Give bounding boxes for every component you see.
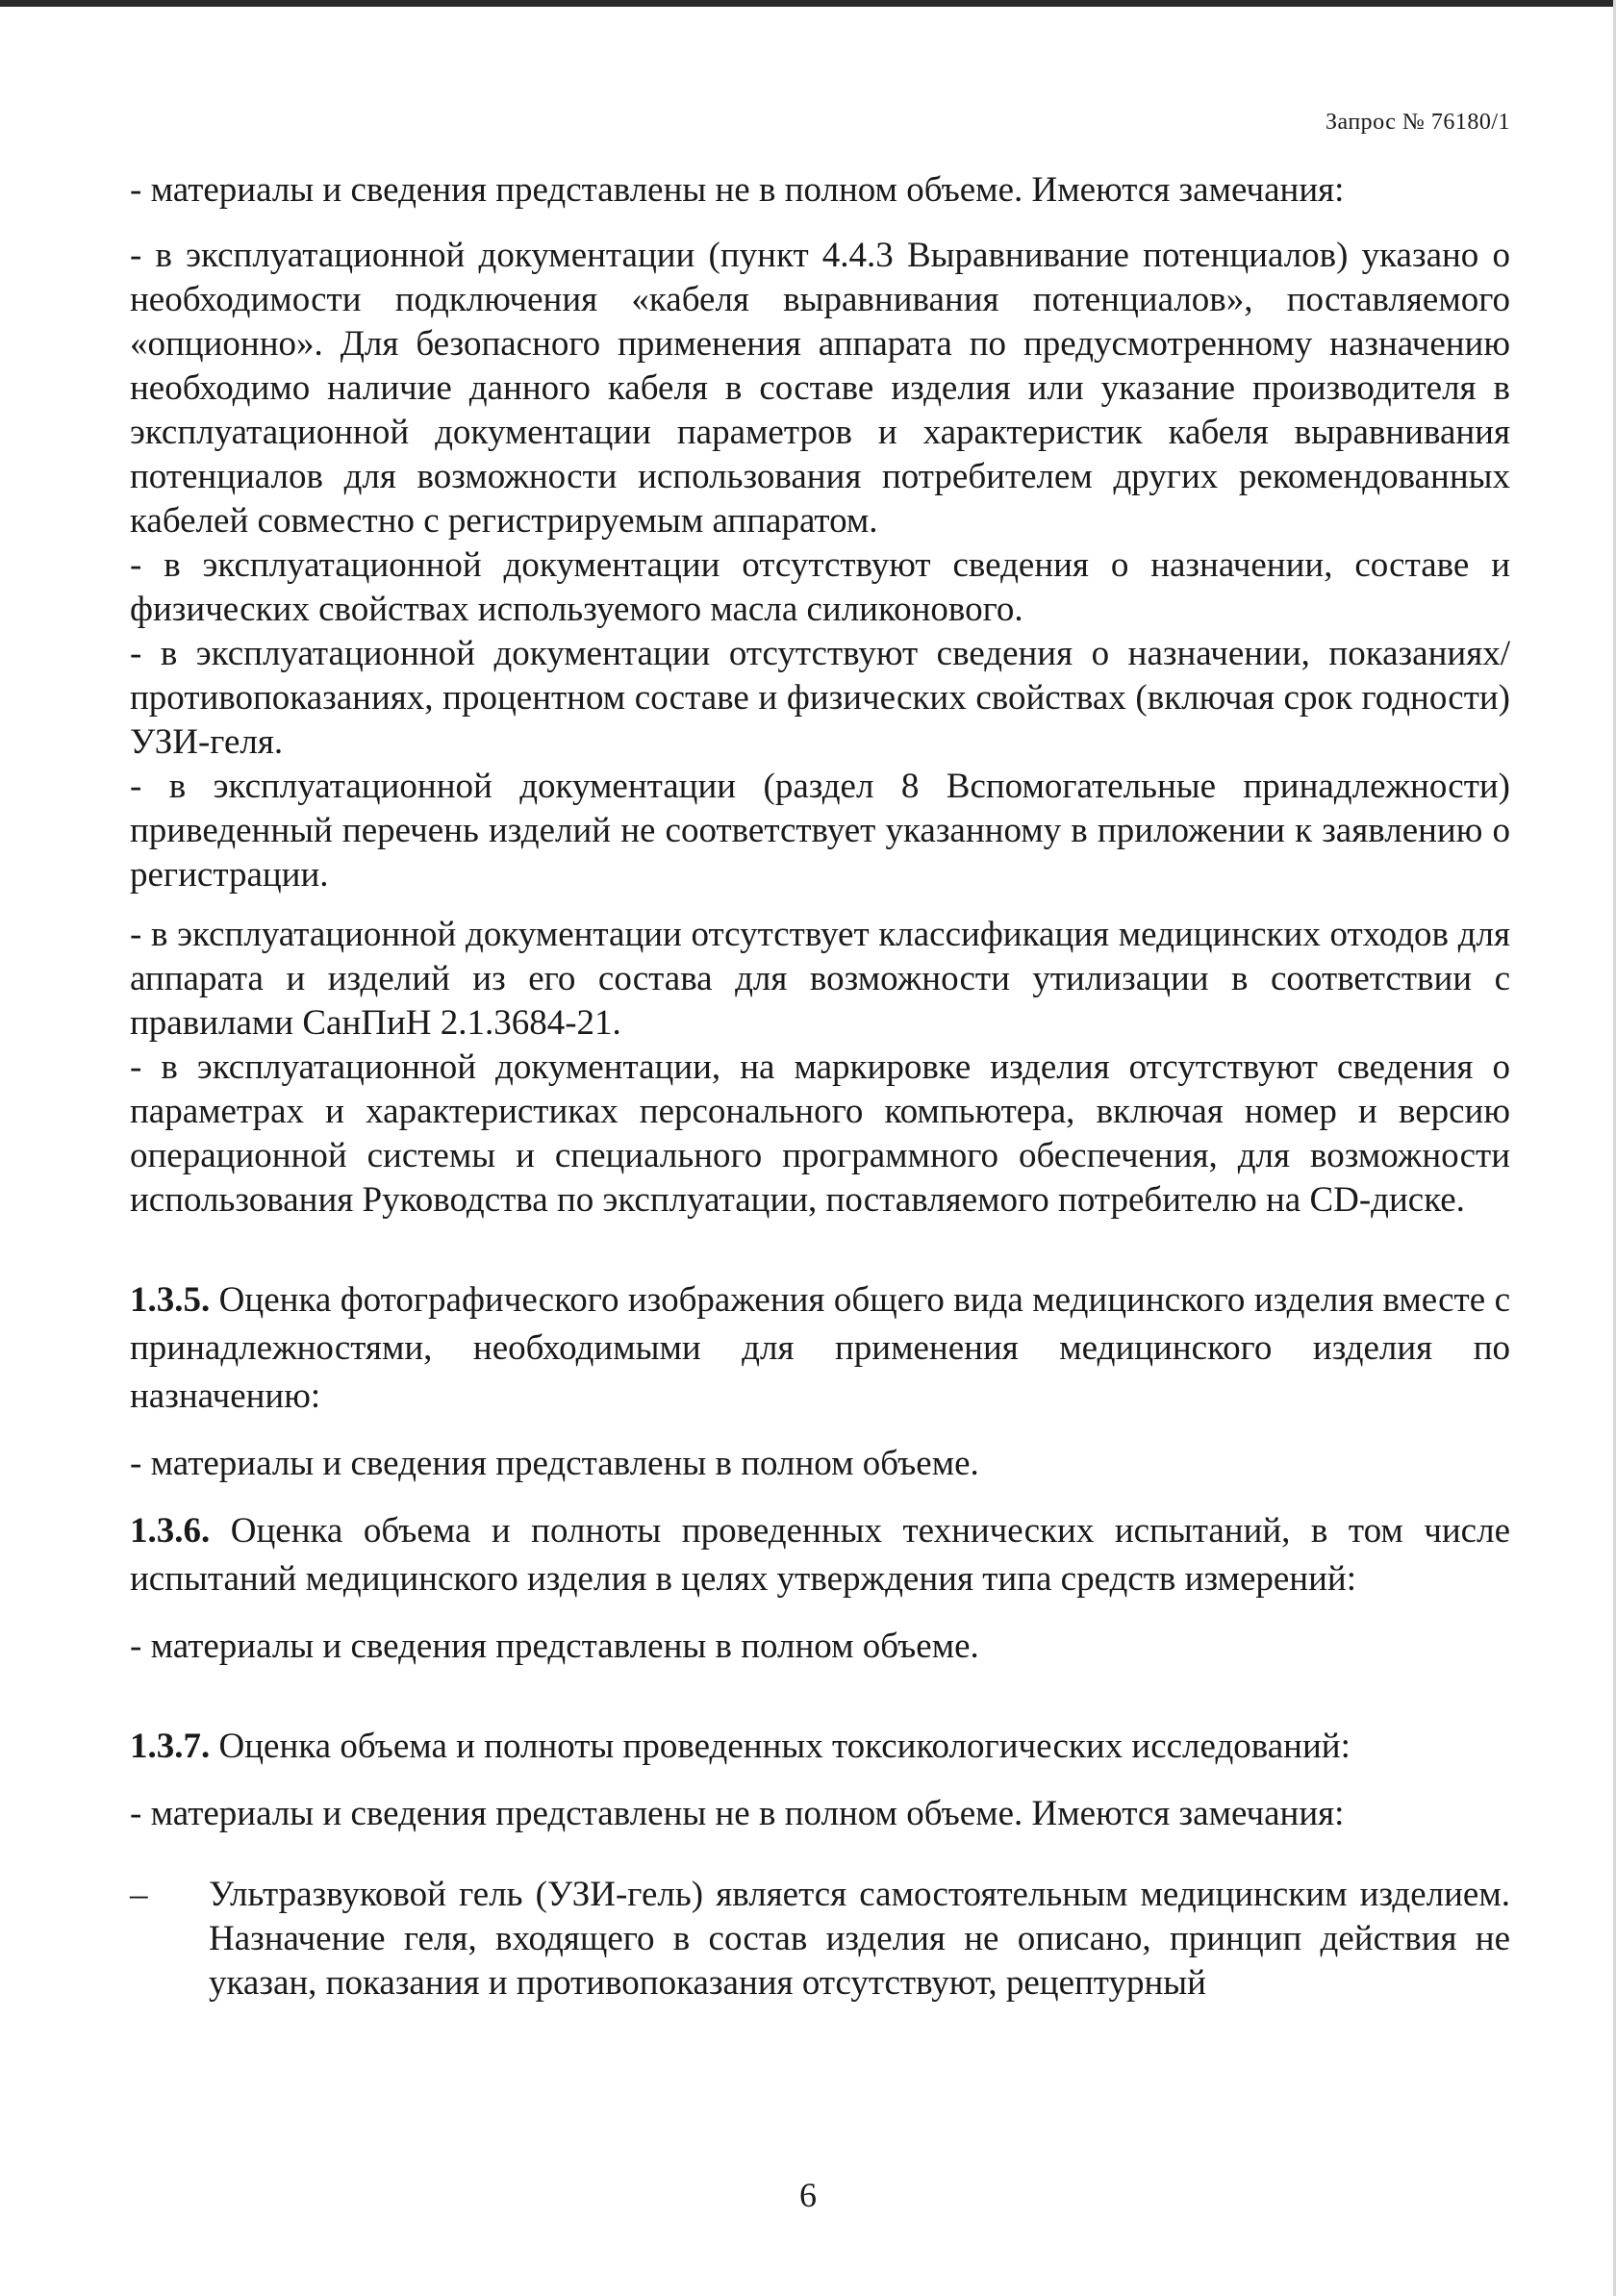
list-dash: –: [130, 1875, 148, 1914]
section-1-3-7-heading: [130, 1723, 1510, 1771]
section-1-3-7-title: Оценка объема и полноты проведенных токсикологических исследований:: [210, 1727, 1351, 1766]
scan-top-edge: [0, 0, 1616, 7]
paragraph-remarks-intro: - материалы и сведения представлены не в полном объеме. Имеются замечания:: [130, 170, 1345, 210]
section-1-3-5-number: 1.3.5.: [130, 1280, 211, 1320]
section-1-3-6-title: Оценка объема и полноты проведенных технических испытаний, в том числе испытаний медицинского изделия в целях утверждения типа средств измерений:: [130, 1511, 1510, 1599]
document-body: [130, 168, 1510, 2006]
section-1-3-5-result: - материалы и сведения представлены в полном объеме.: [130, 1444, 979, 1483]
section-1-3-7-remark-item: [130, 1873, 1510, 2006]
section-1-3-7-number: 1.3.7.: [130, 1727, 211, 1766]
section-1-3-6-result: - материалы и сведения представлены в полном объеме.: [130, 1627, 979, 1666]
section-1-3-5-heading: [130, 1276, 1510, 1421]
paragraph-ultrasound-gel: - в эксплуатационной документации отсутствуют сведения о назначении, показаниях/противопоказаниях, процентном составе и физических свойствах (включая срок годности) УЗИ-геля.: [130, 634, 1510, 762]
section-1-3-6-heading: [130, 1507, 1510, 1603]
paragraph-pc-requirements: - в эксплуатационной документации, на маркировке изделия отсутствуют сведения о параметрах и характеристиках персонального компьютера, включая номер и версию операционной системы и специального программного обеспечения, для возможности использования Руководства по эксплуатации, поставляемого потребителю на CD-диске.: [130, 1047, 1510, 1220]
section-1-3-5-title: Оценка фотографического изображения общего вида медицинского изделия вместе с принадлежностями, необходимыми для применения медицинского изделия по назначению:: [130, 1280, 1510, 1416]
paragraph-silicone-oil: - в эксплуатационной документации отсутствуют сведения о назначении, составе и физических свойствах используемого масла силиконового.: [130, 545, 1510, 629]
section-1-3-7-result: - материалы и сведения представлены не в полном объеме. Имеются замечания:: [130, 1794, 1345, 1833]
paragraph-waste-classification: - в эксплуатационной документации отсутствует классификация медицинских отходов для аппарата и изделий из его состава для возможности утилизации в соответствии с правилами СанПиН 2.1.3684-21.: [130, 915, 1510, 1043]
section-1-3-6-number: 1.3.6.: [130, 1511, 211, 1551]
request-reference: Запрос № 76180/1: [1325, 110, 1510, 135]
paragraph-potential-cable: - в эксплуатационной документации (пункт 4.4.3 Выравнивание потенциалов) указано о необходимости подключения «кабеля выравнивания потенциалов», поставляемого «опционно». Для безопасного применения аппарата по предусмотренному назначению необходимо наличие данного кабеля в составе изделия или указание производителя в эксплуатационной документации параметров и характеристик кабеля выравнивания потенциалов для возможности использования потребителем других рекомендованных кабелей совместно с регистрируемым аппаратом.: [130, 236, 1510, 541]
paragraph-accessories-list: - в эксплуатационной документации (раздел 8 Вспомогательные принадлежности) приведенный перечень изделий не соответствует указанному в приложении к заявлению о регистрации.: [130, 767, 1510, 895]
page-number: 6: [799, 2176, 817, 2214]
section-1-3-7-remark-text: Ультразвуковой гель (УЗИ-гель) является самостоятельным медицинским изделием. Назначение геля, входящего в состав изделия не описано, принцип действия не указан, показания и противопоказания отсутствуют, рецептурный: [209, 1875, 1510, 2003]
